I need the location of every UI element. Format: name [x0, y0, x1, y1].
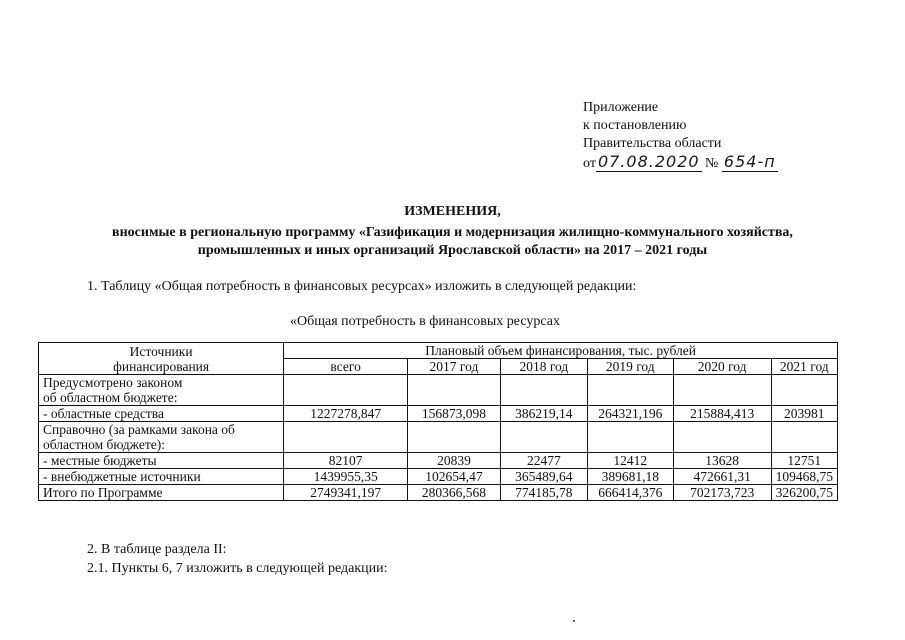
table-cell: 203981	[771, 406, 837, 422]
number-prefix: №	[705, 156, 719, 171]
column-header: всего	[284, 359, 408, 375]
header-plan: Плановый объем финансирования, тыс. рублей	[284, 343, 838, 359]
table-cell: 326200,75	[771, 485, 837, 501]
table-cell	[673, 375, 771, 406]
row-label: - местные бюджеты	[39, 453, 284, 469]
table-cell: 365489,64	[500, 469, 587, 485]
appendix-line-3: Правительства области	[583, 136, 722, 151]
table-cell	[284, 422, 408, 453]
table-cell: 280366,568	[408, 485, 501, 501]
table-cell: 1439955,35	[284, 469, 408, 485]
table-cell: 12751	[771, 453, 837, 469]
row-label: Справочно (за рамками закона об областном бюджете):	[39, 422, 284, 453]
document-subtitle-line-1: вносимые в региональную программу «Газификация и модернизация жилищно-коммунального хозяйства,	[112, 225, 793, 240]
table-cell	[587, 375, 673, 406]
table-cell	[673, 422, 771, 453]
column-header: 2020 год	[673, 359, 771, 375]
appendix-date-line	[583, 153, 778, 173]
table-cell: 389681,18	[587, 469, 673, 485]
paragraph-2: 2. В таблице раздела II:	[87, 542, 227, 557]
table-cell	[587, 422, 673, 453]
table-row	[39, 453, 838, 469]
table-cell: 102654,47	[408, 469, 501, 485]
handwritten-number: 654-п	[723, 152, 776, 171]
table-cell	[771, 375, 837, 406]
table-cell: 264321,196	[587, 406, 673, 422]
table-cell	[500, 375, 587, 406]
appendix-line-1: Приложение	[583, 100, 659, 115]
table-cell: 12412	[587, 453, 673, 469]
paragraph-1: 1. Таблицу «Общая потребность в финансовых ресурсах» изложить в следующей редакции:	[87, 279, 637, 294]
table-cell: 109468,75	[771, 469, 837, 485]
scan-speck	[573, 620, 575, 622]
table-cell: 156873,098	[408, 406, 501, 422]
table-cell	[408, 422, 501, 453]
date-prefix: от	[583, 156, 596, 171]
document-subtitle-line-2: промышленных и иных организаций Ярославской области» на 2017 – 2021 годы	[197, 243, 708, 258]
table-cell	[284, 375, 408, 406]
table-cell: 22477	[500, 453, 587, 469]
table-row	[39, 469, 838, 485]
table-row	[39, 375, 838, 406]
row-label: - областные средства	[39, 406, 284, 422]
table-cell: 666414,376	[587, 485, 673, 501]
row-label: Предусмотрено законом об областном бюджете:	[39, 375, 284, 406]
table-cell	[771, 422, 837, 453]
appendix-block	[583, 99, 778, 173]
row-label: Итого по Программе	[39, 485, 284, 501]
table-cell: 472661,31	[673, 469, 771, 485]
row-label: - внебюджетные источники	[39, 469, 284, 485]
table-row	[39, 422, 838, 453]
table-cell: 20839	[408, 453, 501, 469]
table-cell: 13628	[673, 453, 771, 469]
table-cell: 215884,413	[673, 406, 771, 422]
handwritten-date: 07.08.2020	[597, 152, 700, 171]
table-row	[39, 406, 838, 422]
document-title: ИЗМЕНЕНИЯ,	[404, 204, 501, 219]
paragraph-3: 2.1. Пункты 6, 7 изложить в следующей редакции:	[87, 561, 388, 576]
column-header: 2017 год	[408, 359, 501, 375]
column-header: 2021 год	[771, 359, 837, 375]
appendix-line-2: к постановлению	[583, 118, 687, 133]
table-cell: 702173,723	[673, 485, 771, 501]
table-cell: 386219,14	[500, 406, 587, 422]
table-cell: 1227278,847	[284, 406, 408, 422]
table-cell: 774185,78	[500, 485, 587, 501]
column-header: 2018 год	[500, 359, 587, 375]
table-cell: 82107	[284, 453, 408, 469]
table-cell: 2749341,197	[284, 485, 408, 501]
table-caption: «Общая потребность в финансовых ресурсах	[290, 314, 560, 329]
column-header: 2019 год	[587, 359, 673, 375]
financing-table	[38, 342, 838, 501]
table-cell	[500, 422, 587, 453]
header-sources: Источники финансирования	[39, 343, 284, 375]
table-row-total	[39, 485, 838, 501]
table-cell	[408, 375, 501, 406]
